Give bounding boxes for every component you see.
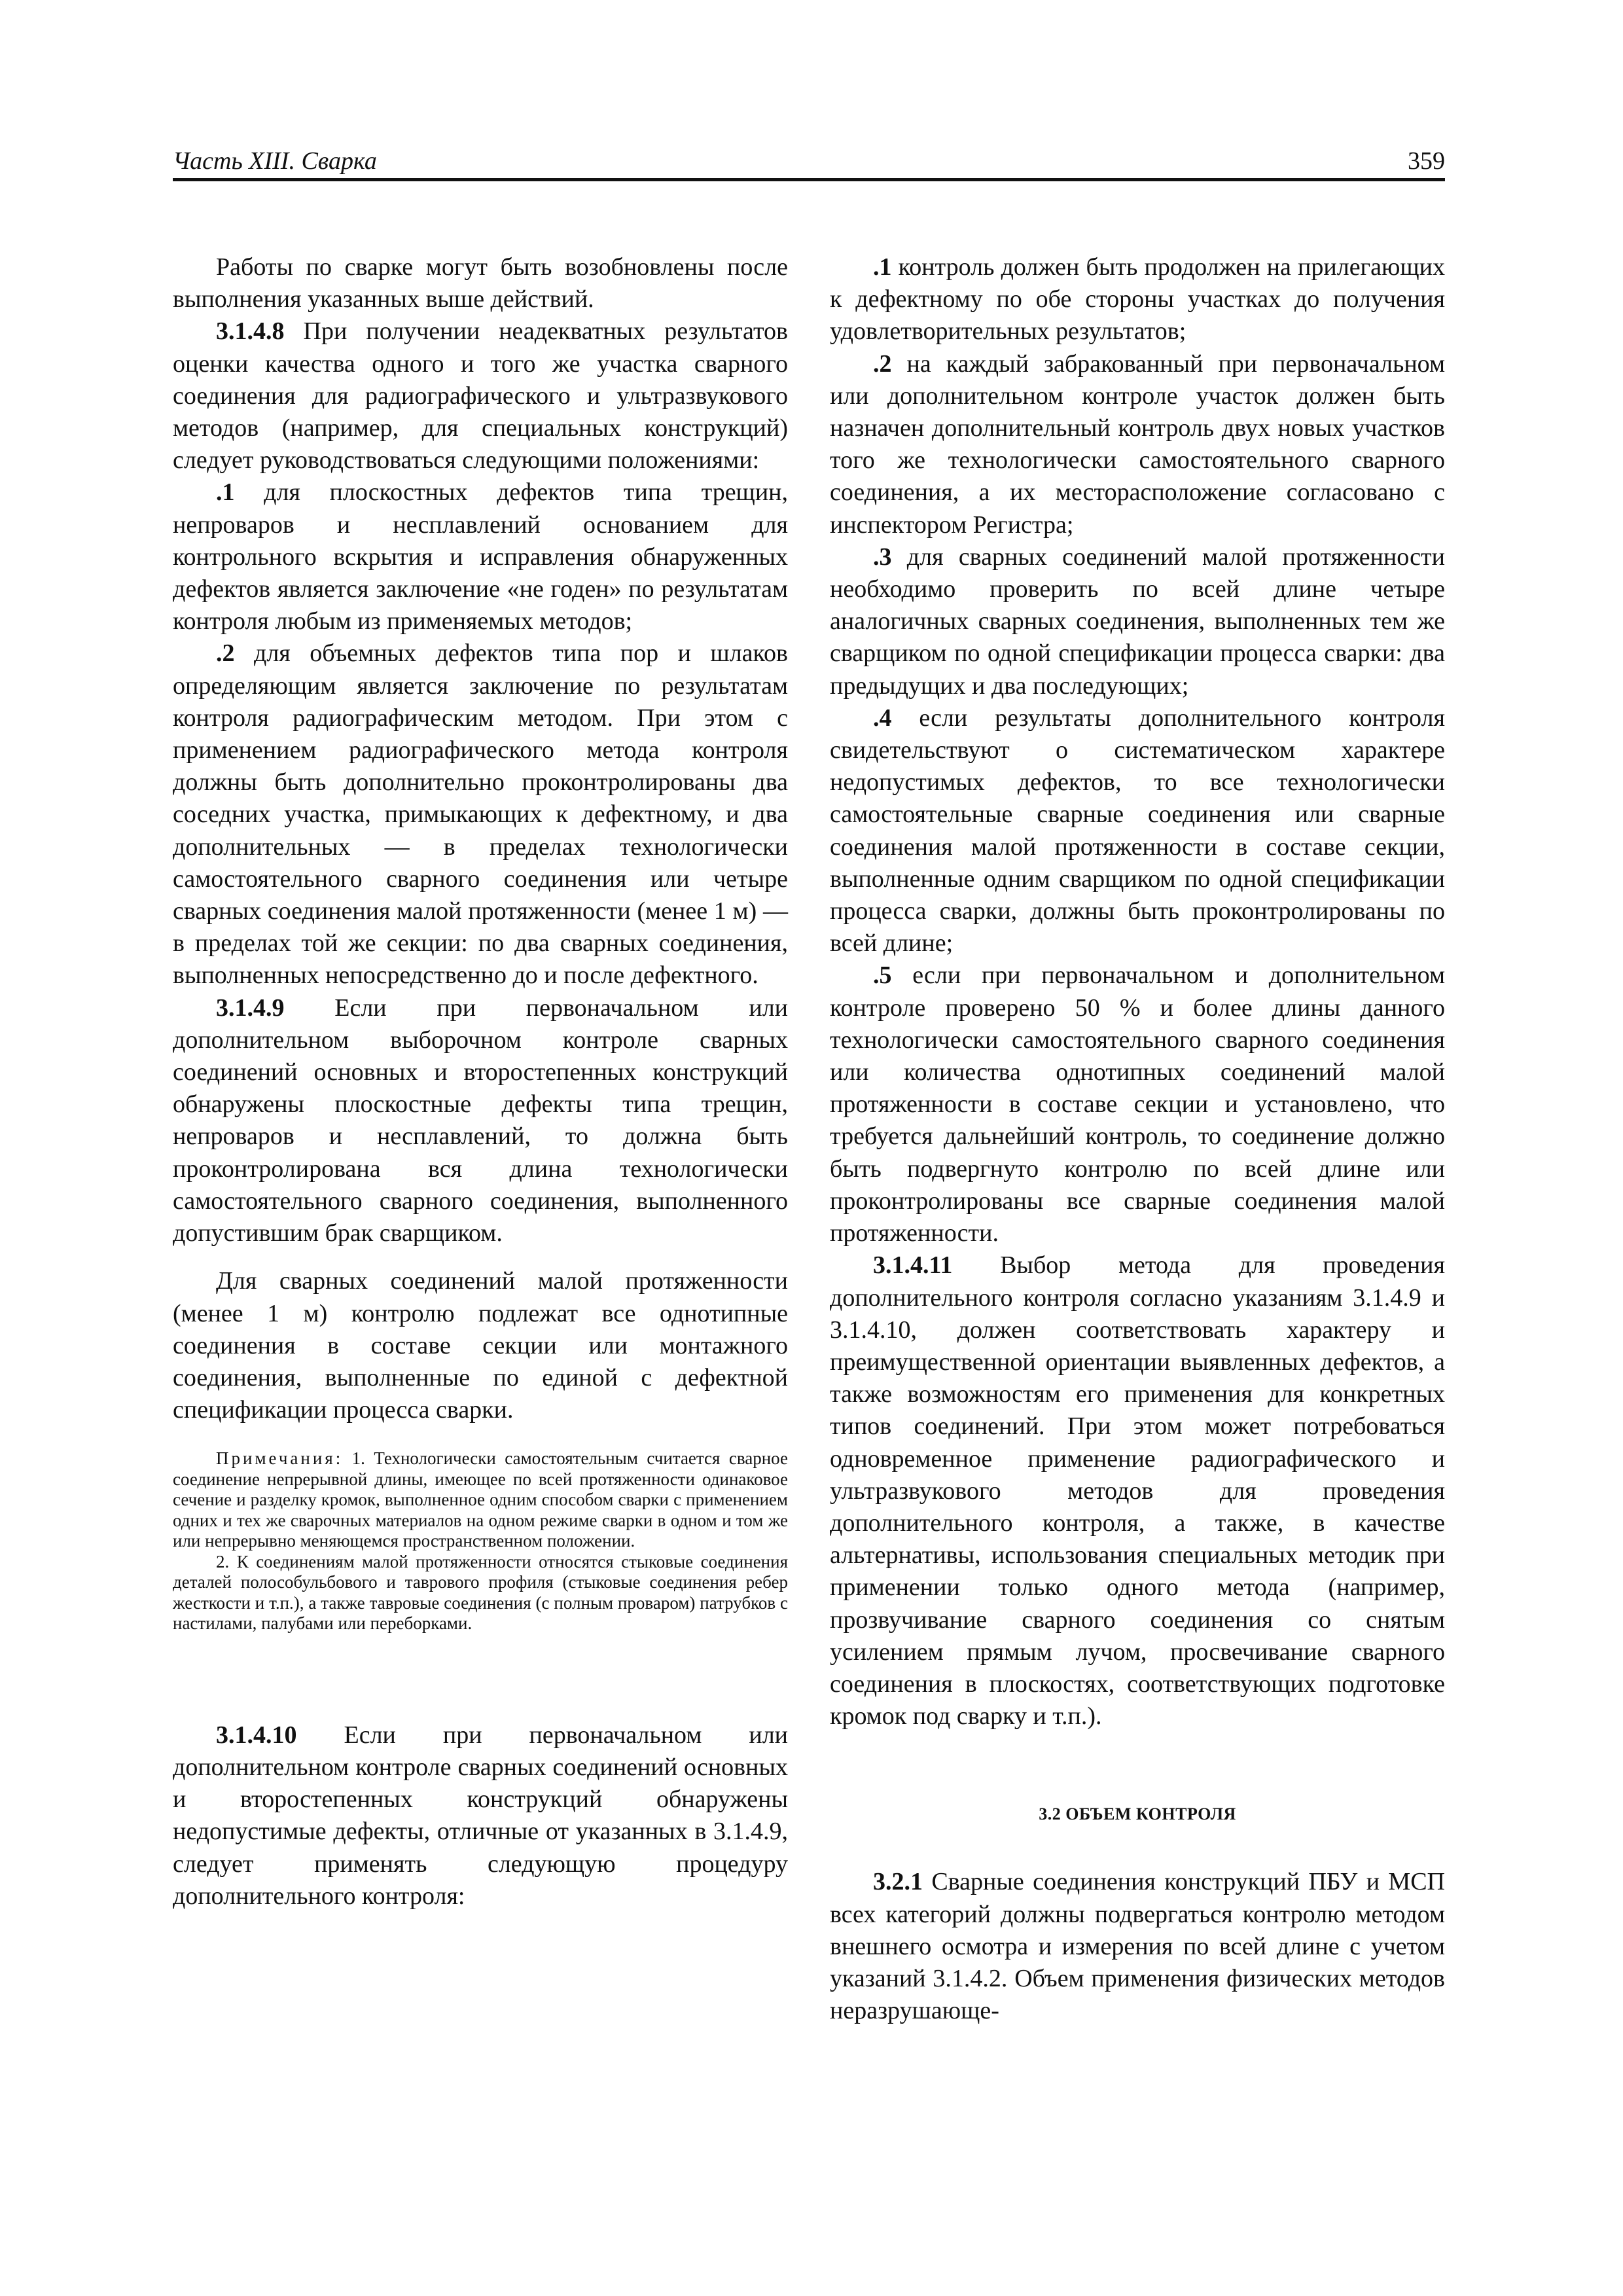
list-item-3: .3 для сварных соединений малой протяженности необходимо проверить по всей длине четыре аналогичных сварных соединения, выполненных тем же сварщиком по одной спецификации процесса сварки: два предыдущих и два последующих;: [830, 543, 1445, 700]
item-number: .1: [873, 253, 892, 281]
section-heading: 3.2 ОБЪЕМ КОНТРОЛЯ: [1039, 1804, 1236, 1824]
note-1: Примечания: 1. Технологически самостоятельным считается сварное соединение непрерывной длины, имеющее по всей протяженности одинаковое сечение и разделку кромок, выполненное одним способом сварки с применением одних и тех же сварочных материалов на одном режиме сварки в одном и том же или непрерывно меняющемся пространственном положении.: [173, 1448, 788, 1551]
list-item-2: .2 для объемных дефектов типа пор и шлаков определяющим является заключение по результатам контроля радиографическим методом. При этом с применением радиографического метода контроля должны быть дополнительно проконтролированы два соседних участка, примыкающих к дефектному, и два дополнительных — в пределах технологически самостоятельного сварного соединения или четыре сварных соединения малой протяженности (менее 1 м) — в пределах той же секции: по два сварных соединения, выполненных непосредственно до и после дефектного.: [173, 639, 788, 990]
page-number: 359: [1408, 147, 1445, 175]
list-item-2: .2 на каждый забракованный при первоначальном или дополнительном контроле участок должен быть назначен дополнительный контроль двух новых участков того же технологически самостоятельного сварного соединения, а их месторасположение согласовано с инспектором Регистра;: [830, 350, 1445, 539]
paragraph-3-2-1: 3.2.1 Сварные соединения конструкций ПБУ и МСП всех категорий должны подвергаться контролю методом внешнего осмотра и измерения по всей длине с учетом указаний 3.1.4.2. Объем применения физических методов неразрушающе-: [830, 1868, 1445, 2025]
left-column: [173, 251, 788, 1912]
paragraph: Работы по сварке могут быть возобновлены после выполнения указанных выше действий.: [173, 253, 788, 314]
list-item-5: .5 если при первоначальном и дополнительном контроле проверено 50 % и более длины данного технологически самостоятельного сварного соединения или количества однотипных соединений малой протяженности в составе секции и установлено, что требуется дальнейший контроль, то соединение должно быть подвергнуто контролю по всей длине или проконтролированы все сварные соединения малой протяженности.: [830, 961, 1445, 1247]
right-column: [830, 251, 1445, 2027]
clause-number: 3.1.4.11: [873, 1251, 953, 1280]
item-number: .4: [873, 704, 892, 732]
list-item-4: .4 если результаты дополнительного контроля свидетельствуют о систематическом характере недопустимых дефектов, то все технологически самостоятельные сварные соединения или сварные соединения малой протяженности в составе секции, выполненные одним сварщиком по одной спецификации процесса сварки, должны быть проконтролированы по всей длине;: [830, 704, 1445, 958]
item-number: .1: [216, 478, 235, 507]
notes: [173, 1448, 788, 1634]
note-label: Примечания:: [216, 1448, 344, 1469]
running-title: Часть XIII. Сварка: [173, 147, 377, 175]
running-header: [173, 145, 1445, 181]
clause-number: 3.2.1: [873, 1868, 923, 1896]
item-number: .2: [873, 350, 892, 378]
clause-number: 3.1.4.9: [216, 994, 285, 1022]
item-number: .2: [216, 639, 235, 668]
item-number: .3: [873, 543, 892, 571]
list-item-1: .1 для плоскостных дефектов типа трещин, непроваров и несплавлений основанием для контрольного вскрытия и исправления обнаруженных дефектов является заключение «не годен» по результатам контроля любым из применяемых методов;: [173, 478, 788, 636]
note-2: 2. К соединениям малой протяженности относятся стыковые соединения деталей полособульбового и таврового профиля (стыковые соединения ребер жесткости и т.п.), а также тавровые соединения (с полным проваром) патрубков с настилами, палубами или переборками.: [173, 1551, 788, 1634]
paragraph: Для сварных соединений малой протяженности (менее 1 м) контролю подлежат все однотипные соединения в составе секции или монтажного соединения, выполненные по единой с дефектной спецификации процесса сварки.: [173, 1267, 788, 1424]
paragraph-3-1-4-9: 3.1.4.9 Если при первоначальном или дополнительном выборочном контроле сварных соединений основных и второстепенных конструкций обнаружены плоскостные дефекты типа трещин, непроваров и несплавлений, то должна быть проконтролирована вся длина технологически самостоятельного сварного соединения, выполненного допустившим брак сварщиком.: [173, 994, 788, 1247]
list-item-1: .1 контроль должен быть продолжен на прилегающих к дефектному по обе стороны участках до получения удовлетворительных результатов;: [830, 253, 1445, 346]
paragraph-3-1-4-11: 3.1.4.11 Выбор метода для проведения дополнительного контроля согласно указаниям 3.1.4.9 и 3.1.4.10, должен соответствовать характеру и преимущественной ориентации выявленных дефектов, а также возможностям его применения для конкретных типов соединений. При этом может потребоваться одновременное применение радиографического и ультразвукового методов для проведения дополнительного контроля, а также, в качестве альтернативы, использования специальных методик при применении только одного метода (например, прозвучивание сварного соединения со снятым усилением прямым лучом, просвечивание сварного соединения в плоскостях, соответствующих подготовке кромок под сварку и т.п.).: [830, 1251, 1445, 1731]
item-number: .5: [873, 961, 892, 990]
paragraph-3-1-4-8: 3.1.4.8 При получении неадекватных результатов оценки качества одного и того же участка сварного соединения для радиографического и ультразвукового методов (например, для специальных конструкций) следует руководствоваться следующими положениями:: [173, 317, 788, 475]
clause-number: 3.1.4.10: [216, 1721, 297, 1749]
paragraph-3-1-4-10: 3.1.4.10 Если при первоначальном или дополнительном контроле сварных соединений основных и второстепенных конструкций обнаружены недопустимые дефекты, отличные от указанных в 3.1.4.9, следует применять следующую процедуру дополнительного контроля:: [173, 1721, 788, 1910]
clause-number: 3.1.4.8: [216, 317, 285, 346]
